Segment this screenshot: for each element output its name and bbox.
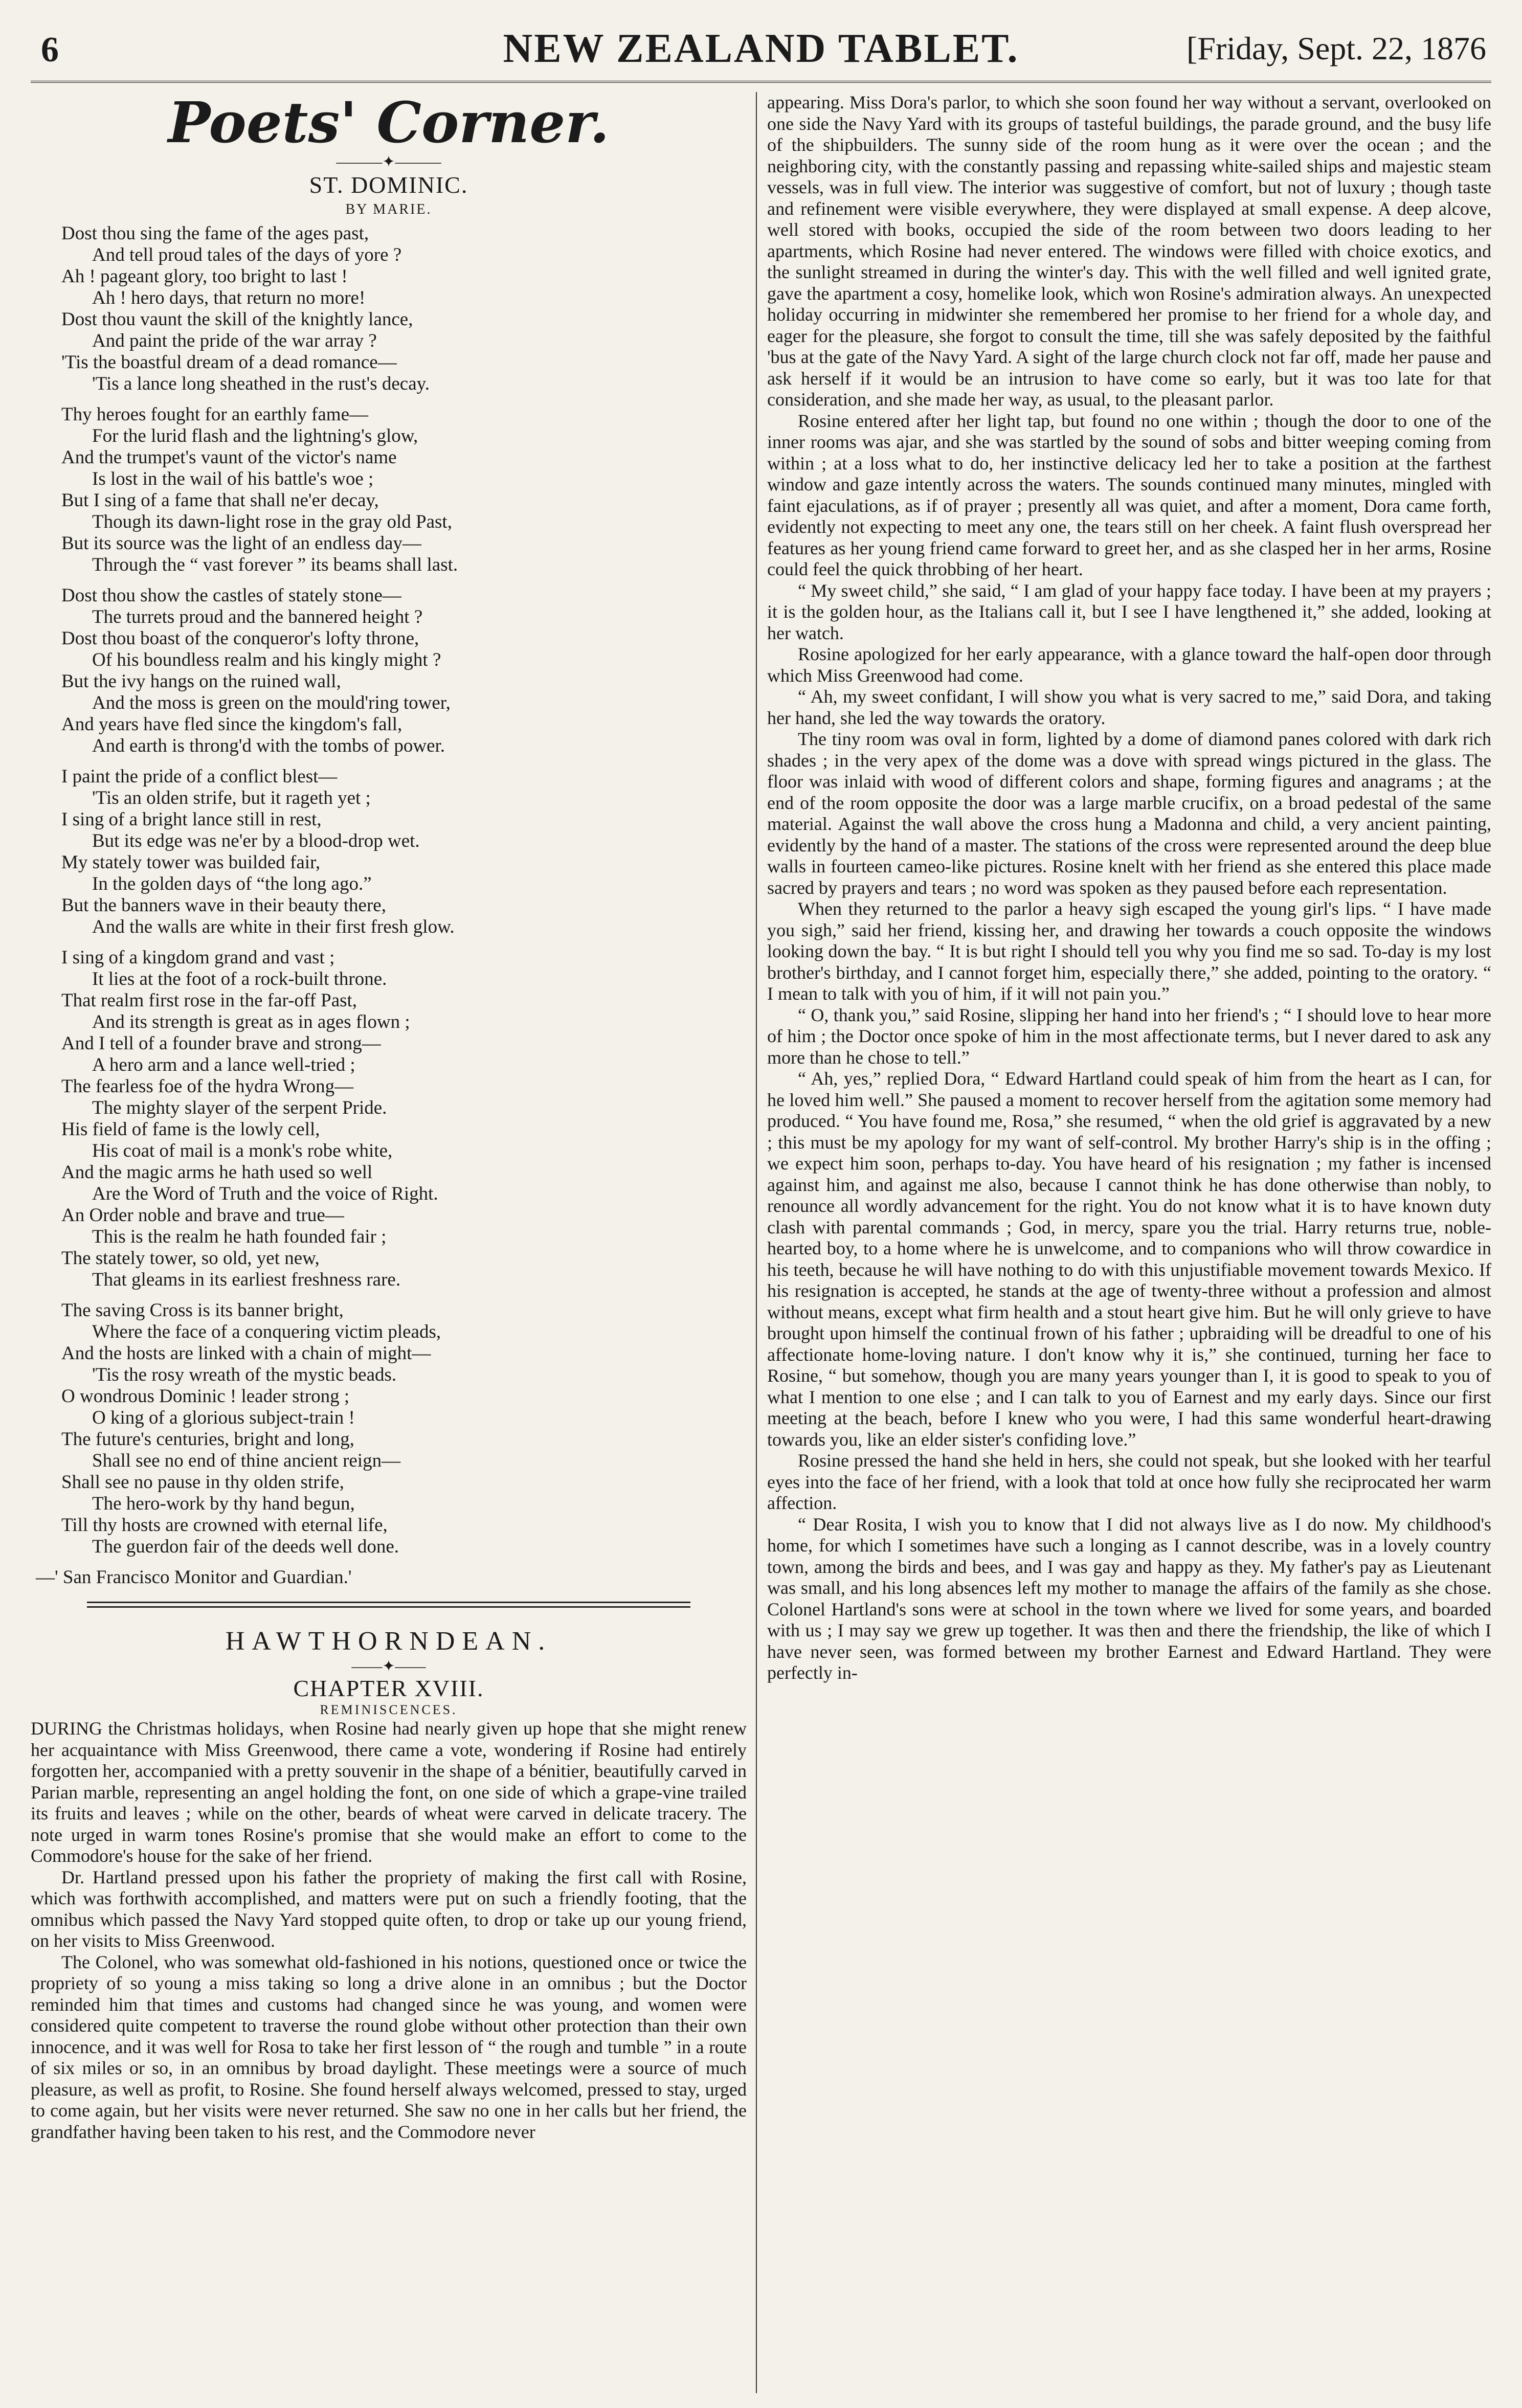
- poem-line: And years have fled since the kingdom's fall,: [61, 714, 402, 735]
- poem-line: But I sing of a fame that shall ne'er decay,: [61, 490, 379, 511]
- poem-line: And tell proud tales of the days of yore ?: [92, 244, 402, 265]
- story-paragraph: “ Ah, yes,” replied Dora, “ Edward Hartland could speak of him from the heart as I can, for he loved him well.” She paused a moment to recover herself from the agitation some memory had produced. “ You have found me, Rosa,” she resumed, “ when the old grief is aggravated by a new ; this must be my apology for my want of self-control. My brother Harry's ship is in the offing ; we expect him soon, perhaps to-day. You have heard of his resignation ; my father is incensed against him, and against me also, because I cannot think he has done otherwise than nobly, to renounce all wordly advancement for the right. You do not know what it is to have known duty clash with parental commands ; God, in mercy, spare you the trial. Harry returns true, noble-hearted boy, to a home where he is unwelcome, and to companions who will throw cowardice in his teeth, because he will have nothing to do with this unjustifiable movement towards Mexico. If his resignation is accepted, he stands at the age of twenty-three without a profession and almost without means, except what firm health and a stout heart give him. But he will only grieve to have brought upon himself the continual frown of his father ; upbraiding will be dreadful to one of his affectionate home-loving nature. I don't know why it is,” she continued, turning her face to Rosine, “ but somehow, though you are many years younger than I, it is good to speak to you of what I mention to one else ; and I can talk to you of Earnest and my early days. Since our first meeting at the beach, before I knew who you were, I had this same wonderful heart-drawing towards you, like an elder sister's confiding love.”: [767, 1068, 1491, 1450]
- poem-line: The saving Cross is its banner bright,: [61, 1300, 344, 1321]
- masthead-rule: [31, 81, 1491, 83]
- poem-line: His field of fame is the lowly cell,: [61, 1119, 320, 1140]
- poem-line: I paint the pride of a conflict blest—: [61, 766, 338, 787]
- story-paragraph: Rosine pressed the hand she held in hers, she could not speak, but she looked with her tearful eyes into the face of her friend, with a look that told at once how fully she reciprocated her warm affection.: [767, 1450, 1491, 1513]
- poem-line: 'Tis a lance long sheathed in the rust's decay.: [92, 373, 430, 394]
- poem-stanza: [61, 223, 747, 395]
- poem-line: Through the “ vast forever ” its beams shall last.: [92, 554, 458, 575]
- poem-line: A hero arm and a lance well-tried ;: [92, 1054, 355, 1075]
- poem-line: Though its dawn-light rose in the gray old Past,: [92, 511, 452, 532]
- poem-line: That gleams in its earliest freshness rare.: [92, 1269, 401, 1290]
- poem-line: But its edge was ne'er by a blood-drop wet.: [92, 830, 420, 851]
- column-divider: [756, 92, 757, 2393]
- story-paragraph: “ Ah, my sweet confidant, I will show you what is very sacred to me,” said Dora, and taking her hand, she led the way towards the oratory.: [767, 686, 1491, 728]
- chapter-subtitle: REMINISCENCES.: [320, 1702, 458, 1717]
- poem-line: I sing of a bright lance still in rest,: [61, 809, 322, 830]
- poem-line: My stately tower was builded fair,: [61, 852, 321, 873]
- story-paragraph: The Colonel, who was somewhat old-fashioned in his notions, questioned once or twice the propriety of so young a miss taking so long a drive alone in an omnibus ; but the Doctor reminded him that times and customs had changed since he was young, and women were considered quite competent to traverse the round globe without other protection than their own innocence, and it was well for Rosa to take her first lesson of “ the rough and tumble ” in a route of six miles or so, in an omnibus by broad daylight. These meetings were a source of much pleasure, as well as profit, to Rosine. She found herself always welcomed, pressed to stay, urged to come again, but her visits were never returned. She saw no one in her calls but her friend, the grandfather having been taken to his rest, and the Commodore never: [31, 1951, 747, 2142]
- poem-source: —' San Francisco Monitor and Guardian.': [36, 1567, 352, 1588]
- story-paragraph: Dr. Hartland pressed upon his father the propriety of making the first call with Rosine, which was forthwith accomplished, and matters were put on such a friendly footing, that the omnibus which passed the Navy Yard stopped quite often, to drop or take up our young friend, on her visits to Miss Greenwood.: [31, 1866, 747, 1951]
- poem-line: And paint the pride of the war array ?: [92, 330, 377, 351]
- right-column: [767, 92, 1491, 2393]
- story-text-left: [31, 1718, 747, 2143]
- story-paragraph: “ O, thank you,” said Rosine, slipping her hand into her friend's ; “ I should love to hear more of him ; the Doctor once spoke of him in the most affectionate terms, but I never dared to ask any more than he chose to tell.”: [767, 1004, 1491, 1068]
- poem-line: Dost thou boast of the conqueror's lofty throne,: [61, 628, 419, 649]
- poem-line: Dost thou vaunt the skill of the knightly lance,: [61, 309, 413, 330]
- poem-line: O king of a glorious subject-train !: [92, 1407, 355, 1428]
- poem-line: O wondrous Dominic ! leader strong ;: [61, 1386, 350, 1407]
- poem-line: The fearless foe of the hydra Wrong—: [61, 1076, 354, 1097]
- story-paragraph: appearing. Miss Dora's parlor, to which she soon found her way without a servant, overlooked on one side the Navy Yard with its groups of tasteful buildings, the parade ground, and the busy life of the shipbuilders. The sunny side of the room hung as it were over the ocean ; and the neighboring city, with the constantly passing and repassing white-sailed ships and majestic steam vessels, was in full view. The interior was suggestive of comfort, but not of luxury ; though taste and refinement were visible everywhere, they were displayed at small expense. A deep alcove, well stored with books, occupied the side of the room between two doors leading to her apartments, which Rosine had never entered. The windows were filled with choice exotics, and the sunlight streamed in during the winter's day. This with the well filled and well ignited grate, gave the apartment a cosy, homelike look, which won Rosine's admiration always. An unexpected holiday occurring in midwinter she remembered her promise to her friend for a whole day, and eager for the pleasure, she forgot to consult the time, till she was safely deposited by the faithful 'bus at the gate of the Navy Yard. A sight of the large church clock not far off, made her pause and ask herself if it would be an intrusion to have come so early, but it was too late for that consideration, and she made her way, as usual, to the pleasant parlor.: [767, 92, 1491, 410]
- poem-line: Of his boundless realm and his kingly might ?: [92, 649, 441, 670]
- poem-line: And the magic arms he hath used so well: [61, 1162, 373, 1183]
- poem-line: Is lost in the wail of his battle's woe ;: [92, 468, 374, 489]
- poem-stanza: [61, 947, 747, 1291]
- left-column: [31, 92, 747, 2393]
- poem-stanza: [61, 585, 747, 757]
- poem-line: But the ivy hangs on the ruined wall,: [61, 671, 341, 692]
- poem-stanza: [61, 1300, 747, 1558]
- poem-line: But its source was the light of an endless day—: [61, 533, 421, 554]
- poem-line: Where the face of a conquering victim pleads,: [92, 1321, 441, 1342]
- poem-line: This is the realm he hath founded fair ;: [92, 1226, 387, 1247]
- poem-line: And the trumpet's vaunt of the victor's name: [61, 447, 397, 468]
- poets-corner-heading: Poets' Corner.: [168, 92, 610, 155]
- chapter-heading: CHAPTER XVIII.: [293, 1675, 484, 1701]
- newspaper-title: NEW ZEALAND TABLET.: [503, 26, 1019, 71]
- poem-line: But the banners wave in their beauty there,: [61, 895, 386, 916]
- poem-line: His coat of mail is a monk's robe white,: [92, 1140, 393, 1161]
- poem-line: Are the Word of Truth and the voice of Right.: [92, 1183, 438, 1204]
- page-number: 6: [41, 30, 59, 70]
- poem-line: Ah ! pageant glory, too bright to last !: [61, 266, 348, 287]
- poem-line: That realm first rose in the far-off Past,: [61, 990, 357, 1011]
- poem-title: ST. DOMINIC.: [309, 172, 468, 198]
- poem-line: And the walls are white in their first fresh glow.: [92, 916, 455, 937]
- poem-line: The turrets proud and the bannered height ?: [92, 606, 423, 627]
- poem-line: And I tell of a founder brave and strong—: [61, 1033, 381, 1054]
- poem-line: Dost thou show the castles of stately stone—: [61, 585, 401, 606]
- poem-stanza: [61, 766, 747, 938]
- poem-line: And the hosts are linked with a chain of might—: [61, 1343, 431, 1364]
- ornament: ——✦——: [351, 1658, 426, 1675]
- poem-body: [31, 223, 747, 1558]
- poem-stanza: [61, 404, 747, 576]
- section-rule: [87, 1602, 690, 1608]
- poem-byline: BY MARIE.: [345, 201, 432, 217]
- ornament: ———✦———: [336, 153, 441, 170]
- story-paragraph: DURING the Christmas holidays, when Rosine had nearly given up hope that she might renew her acquaintance with Miss Greenwood, there came a vote, wondering if Rosine had entirely forgotten her, accompanied with a pretty souvenir in the shape of a bénitier, beautifully carved in Parian marble, representing an angel holding the font, on one side of which a grape-vine trailed its fruits and leaves ; while on the other, beards of wheat were carved in delicate tracery. The note urged in warm tones Rosine's promise that she would make an effort to come to the Commodore's house for the sake of her friend.: [31, 1718, 747, 1866]
- poem-line: It lies at the foot of a rock-built throne.: [92, 969, 387, 989]
- poem-line: The future's centuries, bright and long,: [61, 1429, 354, 1450]
- poem-line: 'Tis the boastful dream of a dead romance—: [61, 352, 397, 373]
- poem-line: Ah ! hero days, that return no more!: [92, 287, 366, 308]
- poem-line: In the golden days of “the long ago.”: [92, 873, 372, 894]
- poem-line: The mighty slayer of the serpent Pride.: [92, 1097, 387, 1118]
- poem-line: For the lurid flash and the lightning's glow,: [92, 425, 418, 446]
- poem-line: 'Tis the rosy wreath of the mystic beads.: [92, 1364, 397, 1385]
- poem-line: Dost thou sing the fame of the ages past,: [61, 223, 369, 244]
- story-paragraph: “ My sweet child,” she said, “ I am glad of your happy face today. I have been at my prayers ; it is the golden hour, as the Italians call it, but I see I have lengthened it,” she added, looking at her watch.: [767, 580, 1491, 643]
- poem-line: Shall see no pause in thy olden strife,: [61, 1472, 344, 1493]
- poem-line: And earth is throng'd with the tombs of power.: [92, 735, 445, 756]
- poem-line: Till thy hosts are crowned with eternal life,: [61, 1515, 388, 1536]
- story-paragraph: Rosine entered after her light tap, but found no one within ; though the door to one of the inner rooms was ajar, and she was startled by the sound of sobs and bitter weeping coming from within ; at a loss what to do, her instinctive delicacy led her to take a position at the farthest window and gaze intently across the waters. The sounds continued many minutes, mingled with faint ejaculations, as if of prayer ; presently all was quiet, and after a moment, Dora came forth, evidently not expecting to meet any one, the tears still on her cheek. A faint flush overspread her features as her young friend came forward to greet her, and as she clasped her in her arms, Rosine could feel the quick throbbing of her heart.: [767, 410, 1491, 579]
- story-paragraph: “ Dear Rosita, I wish you to know that I did not always live as I do now. My childhood's home, for which I sometimes have such a longing as I cannot describe, was in a lovely country town, among the birds and bees, and I was gay and happy as they. My father's pay as Lieutenant was small, and his long absences left my mother to manage the affairs of the family as she chose. Colonel Hartland's sons were at school in the town where we lived for some years, and boarded with us ; I may say we grew up together. It was then and there the friendship, the like of which I have never seen, was formed between my brother Earnest and Edward Hartland. They were perfectly in-: [767, 1514, 1491, 1683]
- story-paragraph: The tiny room was oval in form, lighted by a dome of diamond panes colored with dark rich shades ; in the very apex of the dome was a dove with spread wings pictured in the glass. The floor was inlaid with wood of different colors and shape, forming figures and anagrams ; at the end of the room opposite the door was a large marble crucifix, on a broad pedestal of the same material. Against the wall above the cross hung a Madonna and child, a very ancient painting, evidently by the hand of a master. The stations of the cross were represented around the deep blue walls in fourteen cameo-like pictures. Rosine knelt with her friend as she entered this place made sacred by prayers and tears ; no word was spoken as they paused before each representation.: [767, 729, 1491, 898]
- newspaper-page: [31, 20, 1491, 2393]
- story-paragraph: Rosine apologized for her early appearance, with a glance toward the half-open door through which Miss Greenwood had come.: [767, 644, 1491, 686]
- poem-line: The stately tower, so old, yet new,: [61, 1248, 320, 1269]
- poem-line: The guerdon fair of the deeds well done.: [92, 1536, 399, 1557]
- poem-line: And its strength is great as in ages flown ;: [92, 1011, 410, 1032]
- masthead: [31, 20, 1491, 82]
- poem-line: I sing of a kingdom grand and vast ;: [61, 947, 335, 968]
- poem-line: Shall see no end of thine ancient reign—: [92, 1450, 401, 1471]
- story-paragraph: When they returned to the parlor a heavy sigh escaped the young girl's lips. “ I have made you sigh,” said her friend, kissing her, and drawing her towards a couch opposite the windows looking down the bay. “ It is but right I should tell you why you find me so sad. To-day is my lost brother's birthday, and I cannot forget him, especially there,” she added, pointing to the oratory. “ I mean to talk with you of him, if it will not pain you.”: [767, 898, 1491, 1004]
- poem-line: An Order noble and brave and true—: [61, 1205, 344, 1226]
- poem-line: And the moss is green on the mould'ring tower,: [92, 692, 451, 713]
- story-title: HAWTHORNDEAN.: [225, 1627, 552, 1656]
- issue-date: [Friday, Sept. 22, 1876: [1186, 30, 1486, 66]
- poem-line: The hero-work by thy hand begun,: [92, 1493, 355, 1514]
- poem-line: Thy heroes fought for an earthly fame—: [61, 404, 369, 425]
- poem-line: 'Tis an olden strife, but it rageth yet ;: [92, 787, 371, 808]
